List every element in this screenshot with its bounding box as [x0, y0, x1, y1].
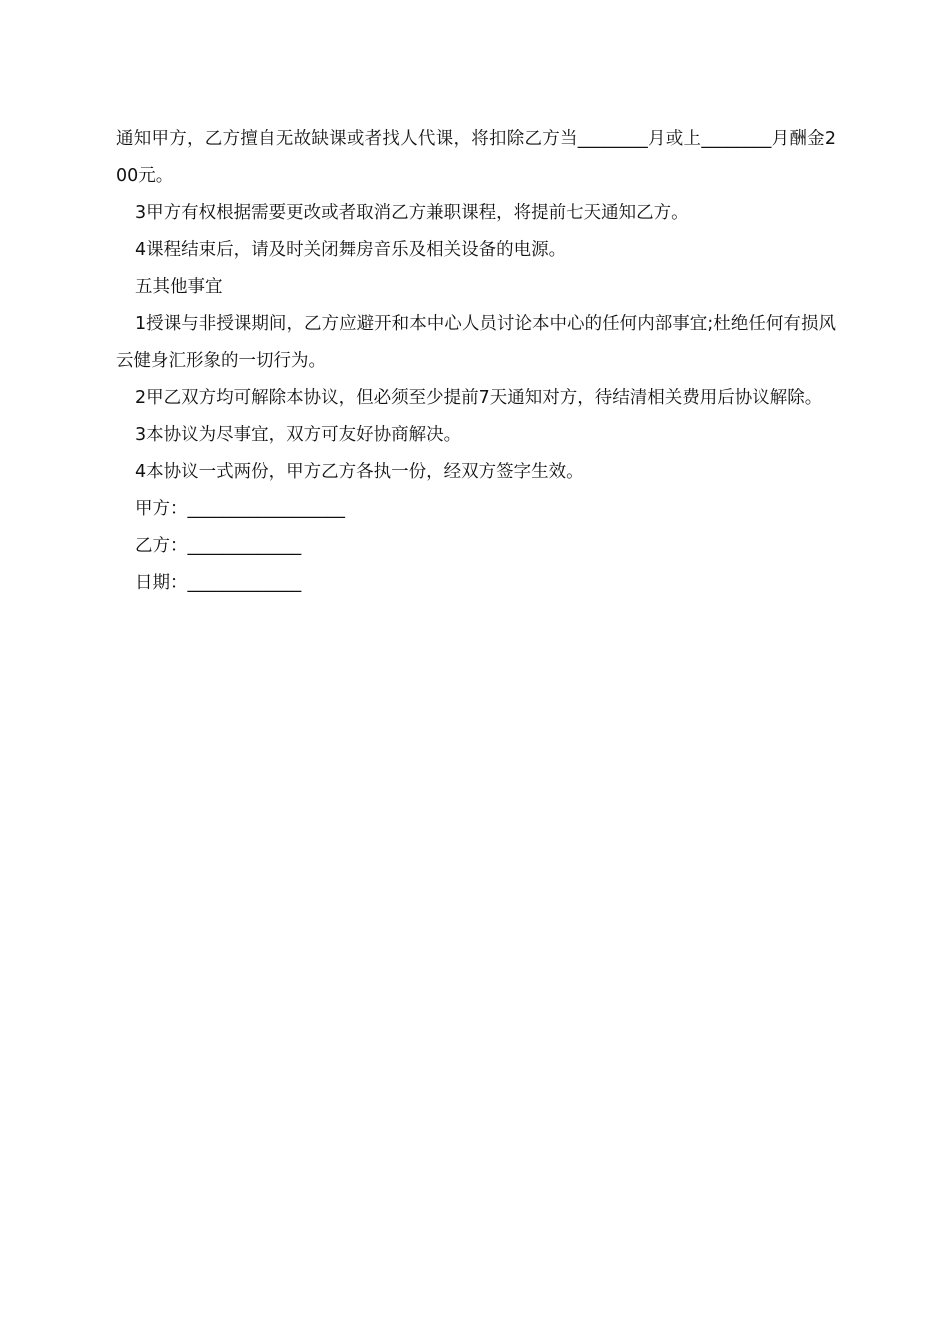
signature-party-a: 甲方：__________________: [135, 499, 345, 519]
section-heading-other-matters: 五其他事宜: [135, 277, 223, 297]
paragraph-termination: 2甲乙双方均可解除本协议，但必须至少提前7天通知对方，待结清相关费用后协议解除。: [135, 388, 823, 408]
paragraph-power-off: 4课程结束后，请及时关闭舞房音乐及相关设备的电源。: [135, 240, 567, 260]
signature-party-b: 乙方：_____________: [135, 536, 302, 556]
paragraph-confidentiality: 1授课与非授课期间，乙方应避开和本中心人员讨论本中心的任何内部事宜;杜绝任何有损风云健身汇形象的一切行为。: [116, 314, 836, 371]
paragraph-absence-penalty: 通知甲方，乙方擅自无故缺课或者找人代课，将扣除乙方当________月或上________月酬金200元。: [116, 129, 836, 186]
signature-date: 日期：_____________: [135, 573, 302, 593]
document-page: [116, 121, 836, 602]
paragraph-negotiation: 3本协议为尽事宜，双方可友好协商解决。: [135, 425, 462, 445]
paragraph-course-change: 3甲方有权根据需要更改或者取消乙方兼职课程，将提前七天通知乙方。: [135, 203, 689, 223]
paragraph-copies: 4本协议一式两份，甲方乙方各执一份，经双方签字生效。: [135, 462, 584, 482]
